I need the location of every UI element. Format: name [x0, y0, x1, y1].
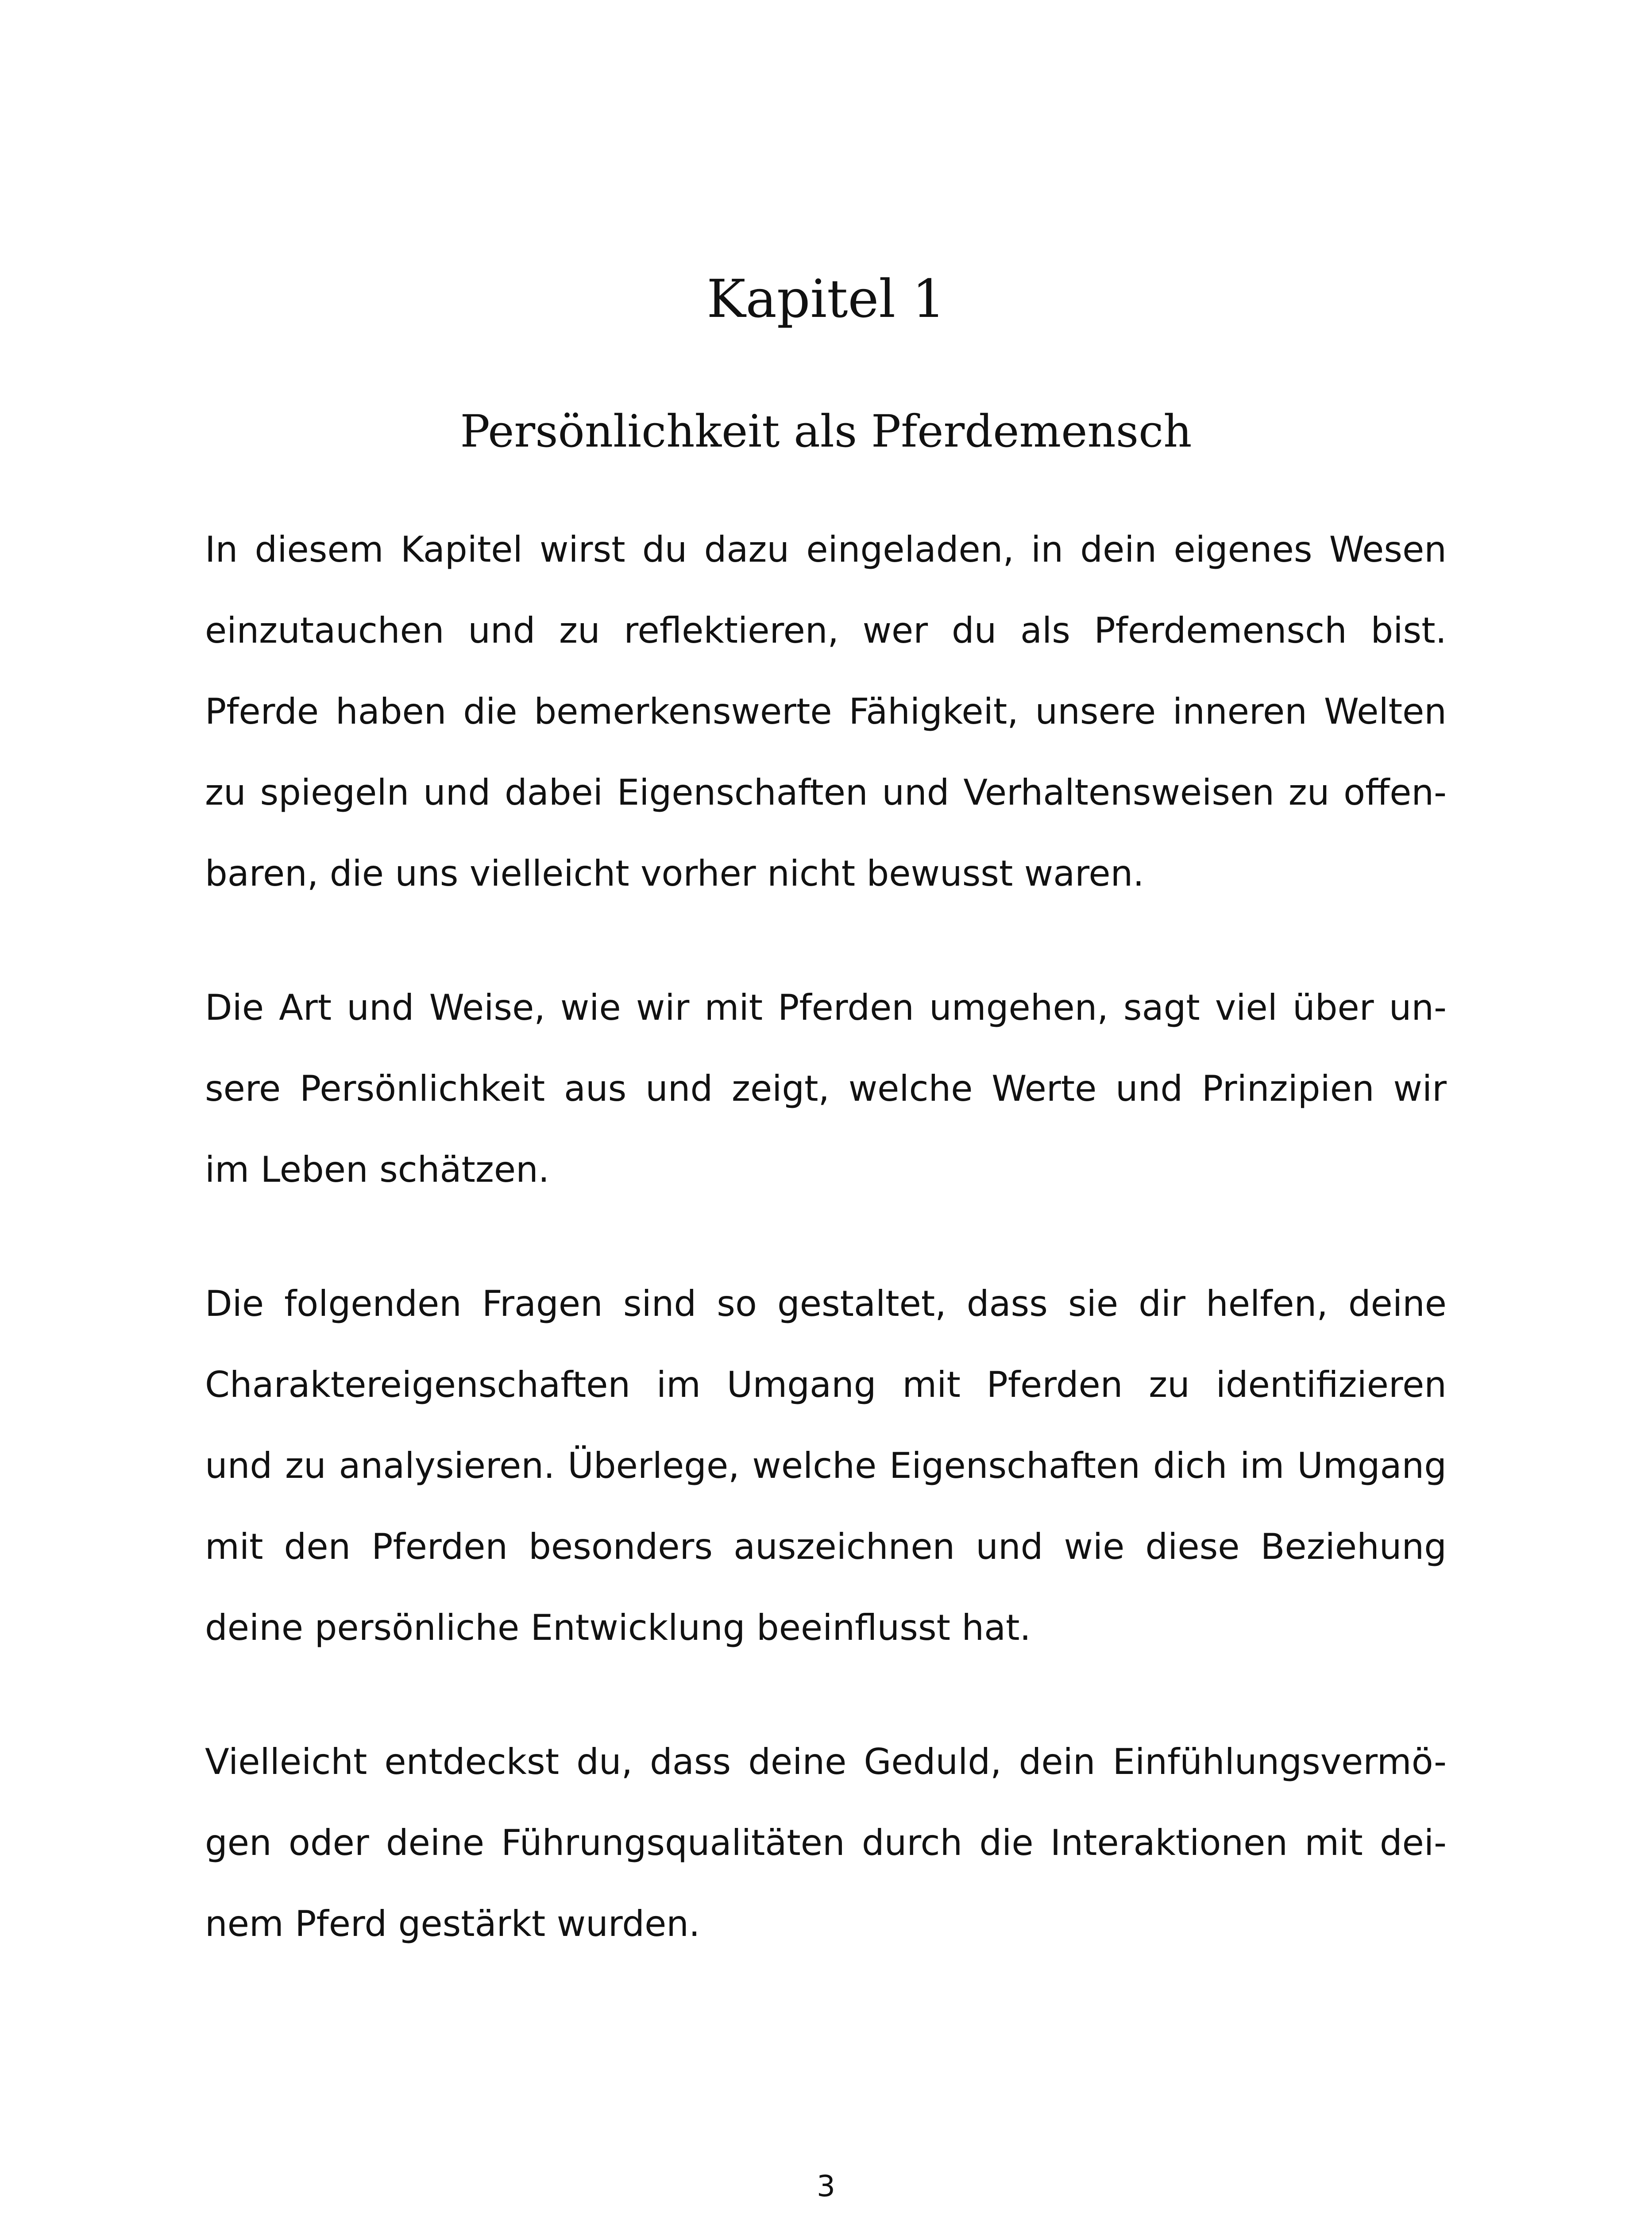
text-line: Charaktereigenschaften im Umgang mit Pferden zu identifizieren: [205, 1364, 1447, 1405]
text-line: Die Art und Weise, wie wir mit Pferden umgehen, sagt viel über un-: [205, 987, 1447, 1028]
text-line: einzutauchen und zu reflektieren, wer du als Pferdemensch bist.: [205, 610, 1447, 651]
text-line: und zu analysieren. Überlege, welche Eigenschaften dich im Umgang: [205, 1445, 1447, 1486]
text-line: gen oder deine Führungsqualitäten durch die Interaktionen mit dei-: [205, 1822, 1447, 1863]
paragraph-3: [205, 1263, 1447, 1668]
text-line: In diesem Kapitel wirst du dazu eingeladen, in dein eigenes Wesen: [205, 529, 1447, 570]
text-line: deine persönliche Entwicklung beeinflusst hat.: [205, 1607, 1031, 1648]
text-line: im Leben schätzen.: [205, 1149, 550, 1190]
text-line: sere Persönlichkeit aus und zeigt, welche Werte und Prinzipien wir: [205, 1068, 1447, 1109]
paragraph-1: [205, 509, 1447, 914]
paragraph-4: [205, 1721, 1447, 1964]
text-line: Pferde haben die bemerkenswerte Fähigkeit, unsere inneren Welten: [205, 691, 1447, 732]
chapter-title: Kapitel 1: [706, 268, 946, 329]
text-line: Vielleicht entdeckst du, dass deine Geduld, dein Einfühlungsvermö-: [205, 1741, 1447, 1782]
text-line: zu spiegeln und dabei Eigenschaften und Verhaltensweisen zu offen-: [205, 772, 1447, 813]
text-line: nem Pferd gestärkt wurden.: [205, 1903, 700, 1944]
page-number: 3: [817, 2169, 835, 2203]
text-line: mit den Pferden besonders auszeichnen und wie diese Beziehung: [205, 1526, 1447, 1567]
text-line: Die folgenden Fragen sind so gestaltet, dass sie dir helfen, deine: [205, 1283, 1447, 1324]
body-text: [205, 509, 1447, 2017]
paragraph-2: [205, 967, 1447, 1210]
text-line: baren, die uns vielleicht vorher nicht bewusst waren.: [205, 853, 1144, 894]
chapter-subtitle: Persönlichkeit als Pferdemensch: [460, 405, 1192, 457]
